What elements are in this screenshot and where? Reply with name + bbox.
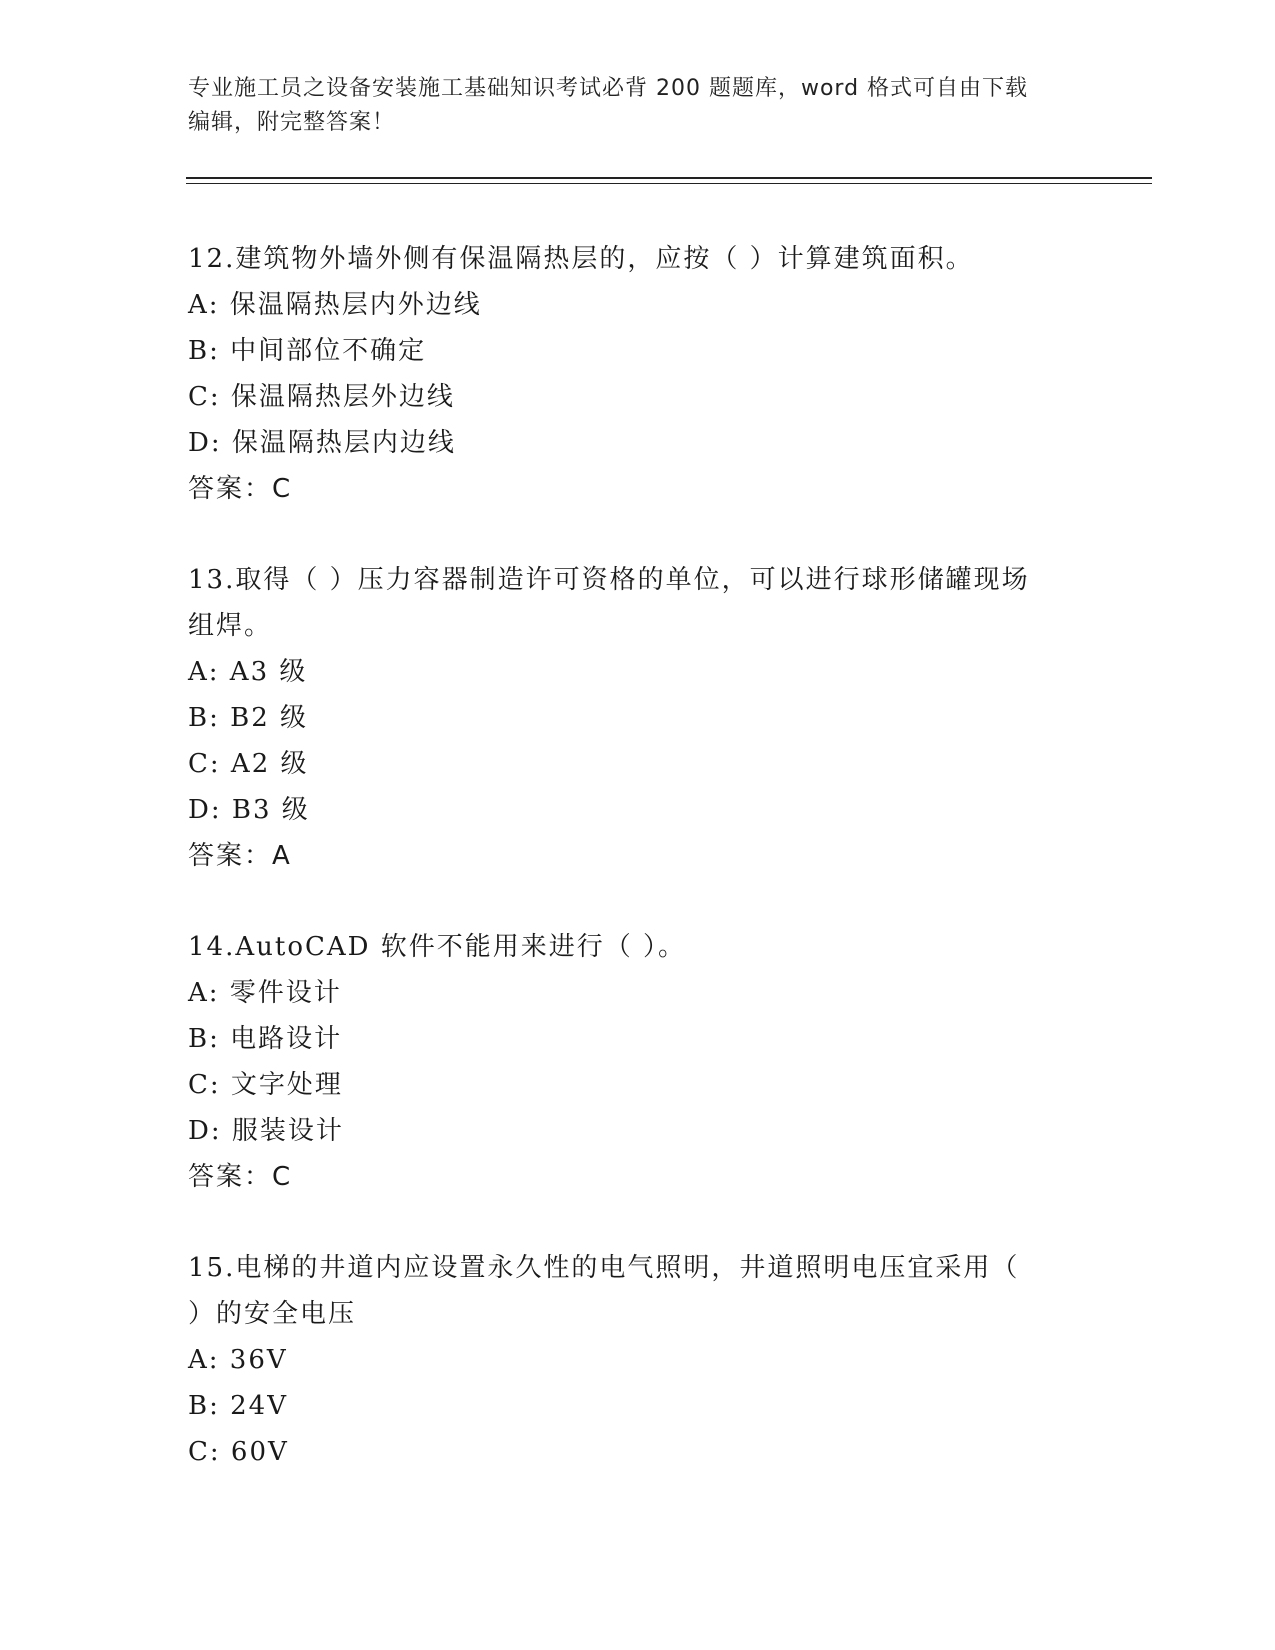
header-divider-thick — [186, 177, 1152, 179]
option-b: B: 电路设计 — [188, 1024, 343, 1054]
question-stem-continued: ）的安全电压 — [188, 1299, 357, 1329]
question-list — [188, 236, 1068, 1475]
option-c: C: 保温隔热层外边线 — [188, 382, 455, 412]
question-stem: 13.取得（ ）压力容器制造许可资格的单位，可以进行球形储罐现场 — [188, 565, 1030, 595]
option-d: D: 保温隔热层内边线 — [188, 428, 456, 458]
option-b: B: 中间部位不确定 — [188, 336, 427, 366]
option-a: A: A3 级 — [188, 657, 308, 687]
option-c: C: A2 级 — [188, 749, 309, 779]
question-spacer — [188, 879, 1068, 924]
question-stem-continued: 组焊。 — [188, 611, 273, 641]
question-stem: 15.电梯的井道内应设置永久性的电气照明，井道照明电压宜采用（ — [188, 1253, 1020, 1283]
question-12 — [188, 236, 1068, 512]
option-c: C: 文字处理 — [188, 1070, 343, 1100]
question-13 — [188, 557, 1068, 879]
question-spacer — [188, 512, 1068, 557]
option-c: C: 60V — [188, 1437, 289, 1467]
question-14 — [188, 924, 1068, 1200]
question-stem: 14.AutoCAD 软件不能用来进行（ ）。 — [188, 932, 687, 962]
answer: 答案：C — [188, 474, 293, 504]
answer: 答案：A — [188, 841, 292, 871]
question-spacer — [188, 1200, 1068, 1245]
option-d: D: B3 级 — [188, 795, 310, 825]
option-a: A: 零件设计 — [188, 978, 342, 1008]
question-15 — [188, 1245, 1068, 1475]
option-d: D: 服装设计 — [188, 1116, 344, 1146]
document-header — [188, 72, 1088, 140]
option-b: B: B2 级 — [188, 703, 309, 733]
option-b: B: 24V — [188, 1391, 288, 1421]
option-a: A: 36V — [188, 1345, 288, 1375]
option-a: A: 保温隔热层内外边线 — [188, 290, 482, 320]
header-line-2: 编辑，附完整答案！ — [188, 110, 396, 135]
header-divider-thin — [186, 183, 1152, 184]
header-line-1: 专业施工员之设备安装施工基础知识考试必背 200 题题库，word 格式可自由下载 — [188, 76, 1029, 101]
answer: 答案：C — [188, 1162, 293, 1192]
question-stem: 12.建筑物外墙外侧有保温隔热层的，应按（ ）计算建筑面积。 — [188, 244, 974, 274]
